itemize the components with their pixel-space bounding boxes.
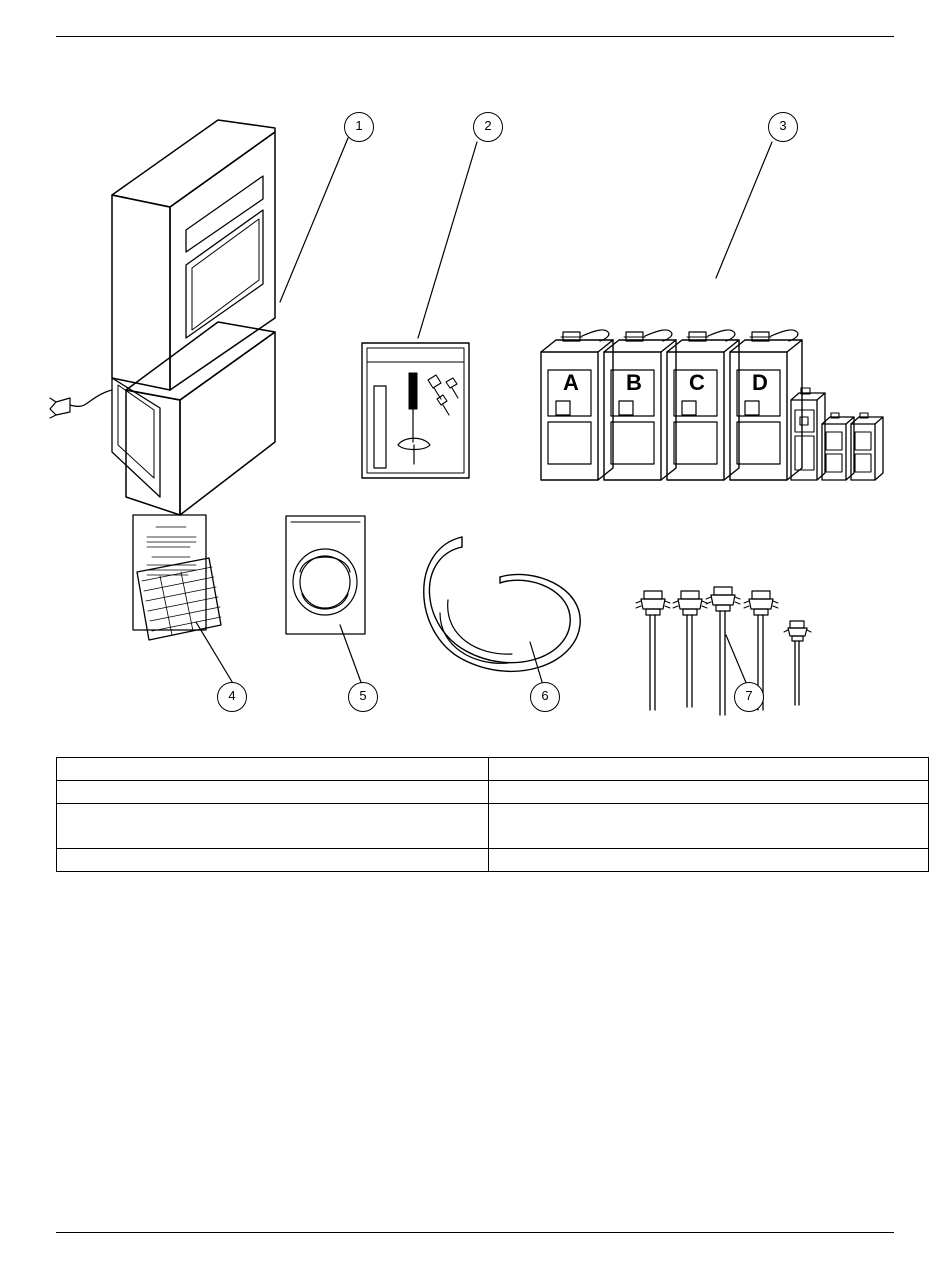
small-bottle-short-1 bbox=[822, 413, 854, 480]
bottom-divider-rule bbox=[56, 1232, 894, 1233]
figure-svg bbox=[0, 60, 950, 740]
table-cell bbox=[57, 758, 489, 781]
table-cell bbox=[489, 849, 929, 872]
suction-tube-2 bbox=[673, 591, 707, 707]
parts-illustration bbox=[0, 60, 950, 740]
callout-7[interactable]: 7 bbox=[734, 682, 764, 712]
reagent-container-a bbox=[541, 330, 613, 480]
callout-3[interactable]: 3 bbox=[768, 112, 798, 142]
callout-1[interactable]: 1 bbox=[344, 112, 374, 142]
documentation-sheets bbox=[133, 515, 221, 640]
drain-tubing-coil bbox=[424, 537, 580, 671]
leader-4 bbox=[196, 622, 234, 685]
table-cell bbox=[489, 804, 929, 849]
table-row bbox=[57, 781, 929, 804]
table-cell bbox=[57, 849, 489, 872]
table-cell bbox=[57, 781, 489, 804]
reagent-containers bbox=[541, 330, 883, 480]
leader-1 bbox=[280, 138, 348, 302]
leader-lines bbox=[196, 138, 772, 685]
parts-table bbox=[56, 757, 929, 872]
small-bottle-short-2 bbox=[851, 413, 883, 480]
table-row bbox=[57, 758, 929, 781]
coiled-tubing-bag bbox=[286, 516, 365, 634]
callout-6[interactable]: 6 bbox=[530, 682, 560, 712]
leader-2 bbox=[418, 142, 477, 338]
reagent-label-a: A bbox=[563, 370, 579, 395]
small-bottle-tall bbox=[791, 388, 825, 480]
leader-7 bbox=[726, 635, 747, 685]
reagent-container-c bbox=[667, 330, 739, 480]
callout-4[interactable]: 4 bbox=[217, 682, 247, 712]
callout-5[interactable]: 5 bbox=[348, 682, 378, 712]
analyzer-cabinet bbox=[50, 120, 275, 515]
table-row bbox=[57, 849, 929, 872]
suction-tube-1 bbox=[636, 591, 670, 710]
suction-tube-assemblies bbox=[636, 587, 811, 715]
top-divider-rule bbox=[56, 36, 894, 37]
table-cell bbox=[57, 804, 489, 849]
reagent-container-b bbox=[604, 330, 676, 480]
accessory-kit-bag bbox=[362, 343, 469, 478]
table-cell bbox=[489, 758, 929, 781]
suction-tube-5-short bbox=[784, 621, 811, 705]
callout-2[interactable]: 2 bbox=[473, 112, 503, 142]
table-row bbox=[57, 804, 929, 849]
reagent-label-c: C bbox=[689, 370, 705, 395]
leader-3 bbox=[716, 142, 772, 278]
reagent-label-b: B bbox=[626, 370, 642, 395]
reagent-label-d: D bbox=[752, 370, 768, 395]
table-cell bbox=[489, 781, 929, 804]
leader-6 bbox=[530, 642, 543, 685]
